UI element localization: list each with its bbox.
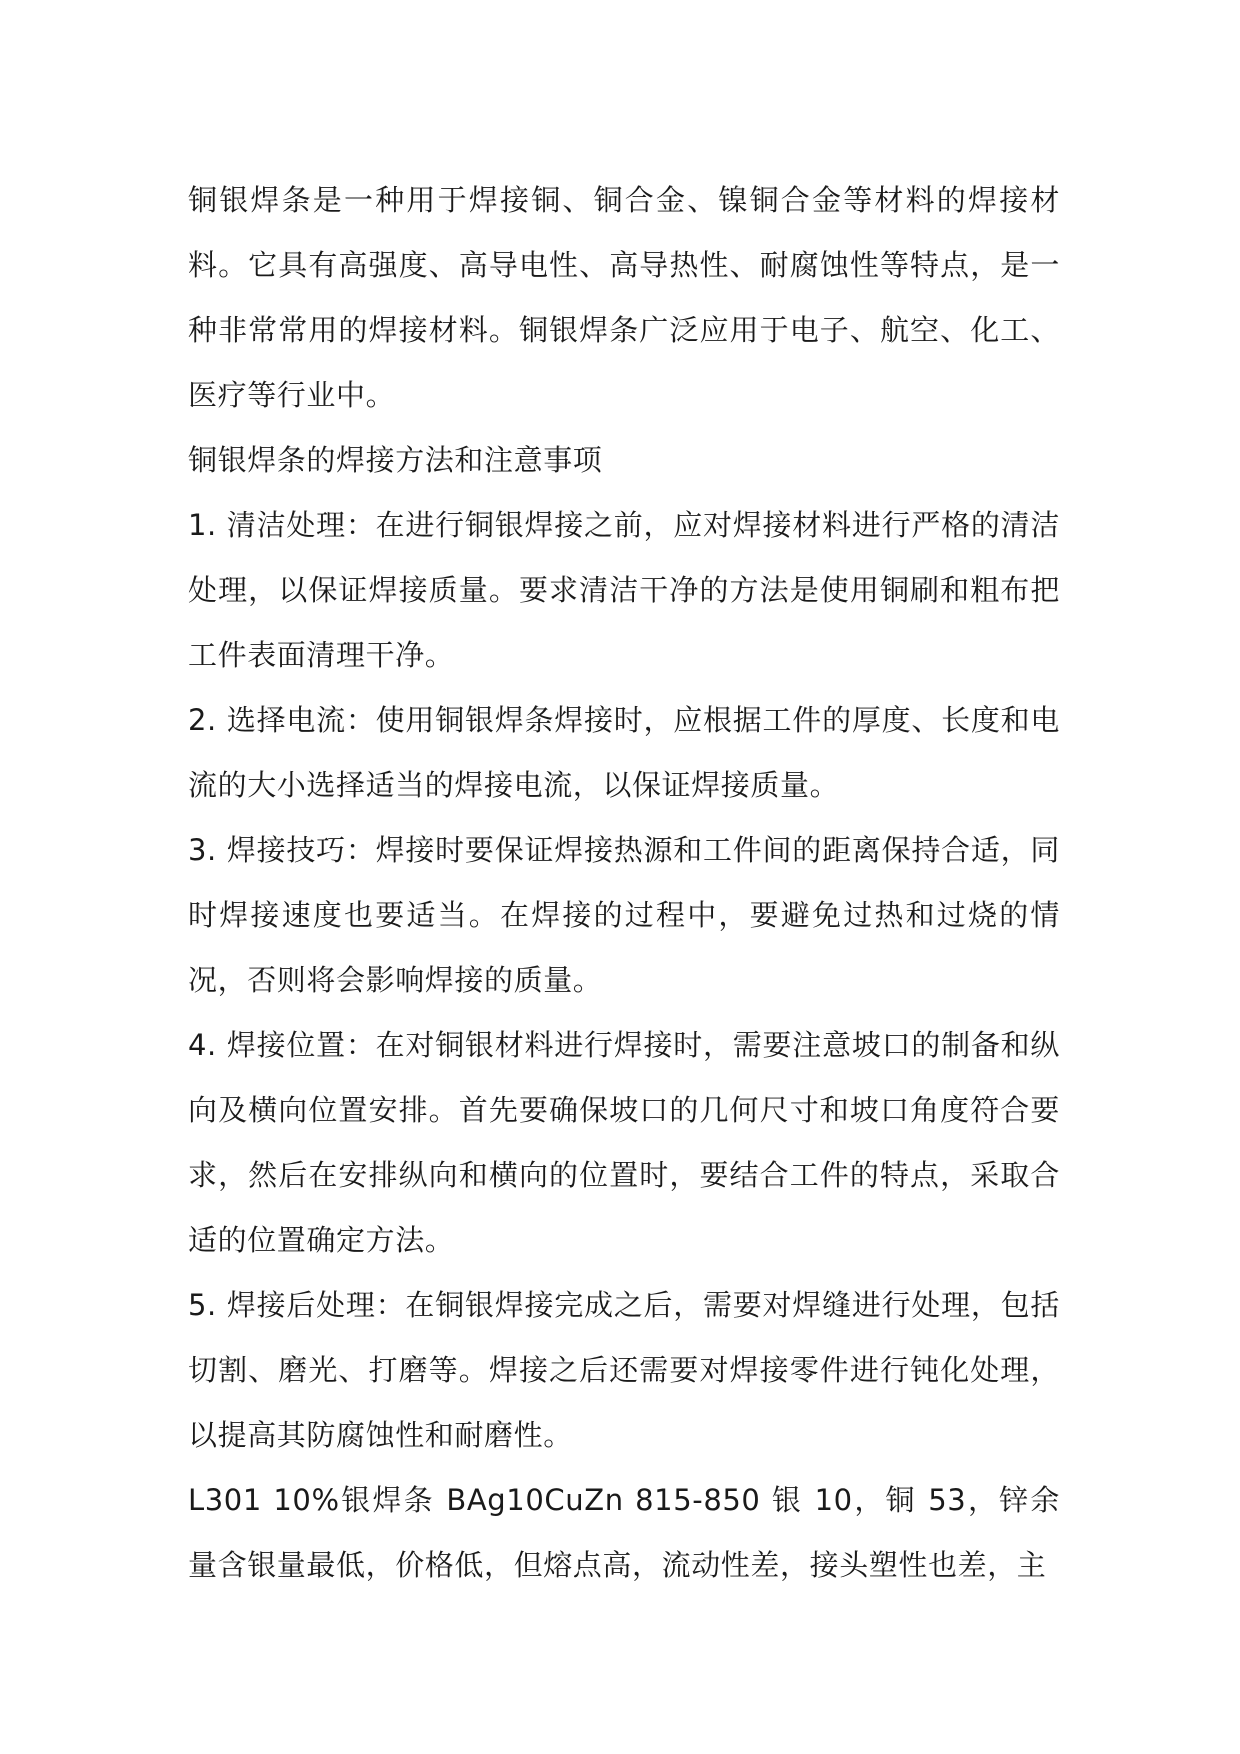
list-item-position: 4. 焊接位置：在对铜银材料进行焊接时，需要注意坡口的制备和纵向及横向位置安排。首先要确保坡口的几何尺寸和坡口角度符合要求，然后在安排纵向和横向的位置时，要结合工件的特点，采取合适的位置确定方法。 <box>188 1028 1060 1257</box>
product-spec-paragraph: L301 10%银焊条 BAg10CuZn 815-850 银 10，铜 53，锌余量含银量最低，价格低，但熔点高，流动性差，接头塑性也差，主 <box>188 1483 1060 1582</box>
list-item-post-treatment: 5. 焊接后处理：在铜银焊接完成之后，需要对焊缝进行处理，包括切割、磨光、打磨等。焊接之后还需要对焊接零件进行钝化处理，以提高其防腐蚀性和耐磨性。 <box>188 1288 1060 1452</box>
list-item-technique: 3. 焊接技巧：焊接时要保证焊接热源和工件间的距离保持合适，同时焊接速度也要适当。在焊接的过程中，要避免过热和过烧的情况，否则将会影响焊接的质量。 <box>188 833 1060 997</box>
list-item-current: 2. 选择电流：使用铜银焊条焊接时，应根据工件的厚度、长度和电流的大小选择适当的焊接电流，以保证焊接质量。 <box>188 703 1060 802</box>
list-item-cleaning: 1. 清洁处理：在进行铜银焊接之前，应对焊接材料进行严格的清洁处理，以保证焊接质量。要求清洁干净的方法是使用铜刷和粗布把工件表面清理干净。 <box>188 508 1060 672</box>
intro-paragraph: 铜银焊条是一种用于焊接铜、铜合金、镍铜合金等材料的焊接材料。它具有高强度、高导电性、高导热性、耐腐蚀性等特点，是一种非常常用的焊接材料。铜银焊条广泛应用于电子、航空、化工、医疗等行业中。 <box>188 183 1060 412</box>
document-body <box>188 168 1060 1598</box>
section-heading: 铜银焊条的焊接方法和注意事项 <box>188 443 603 477</box>
